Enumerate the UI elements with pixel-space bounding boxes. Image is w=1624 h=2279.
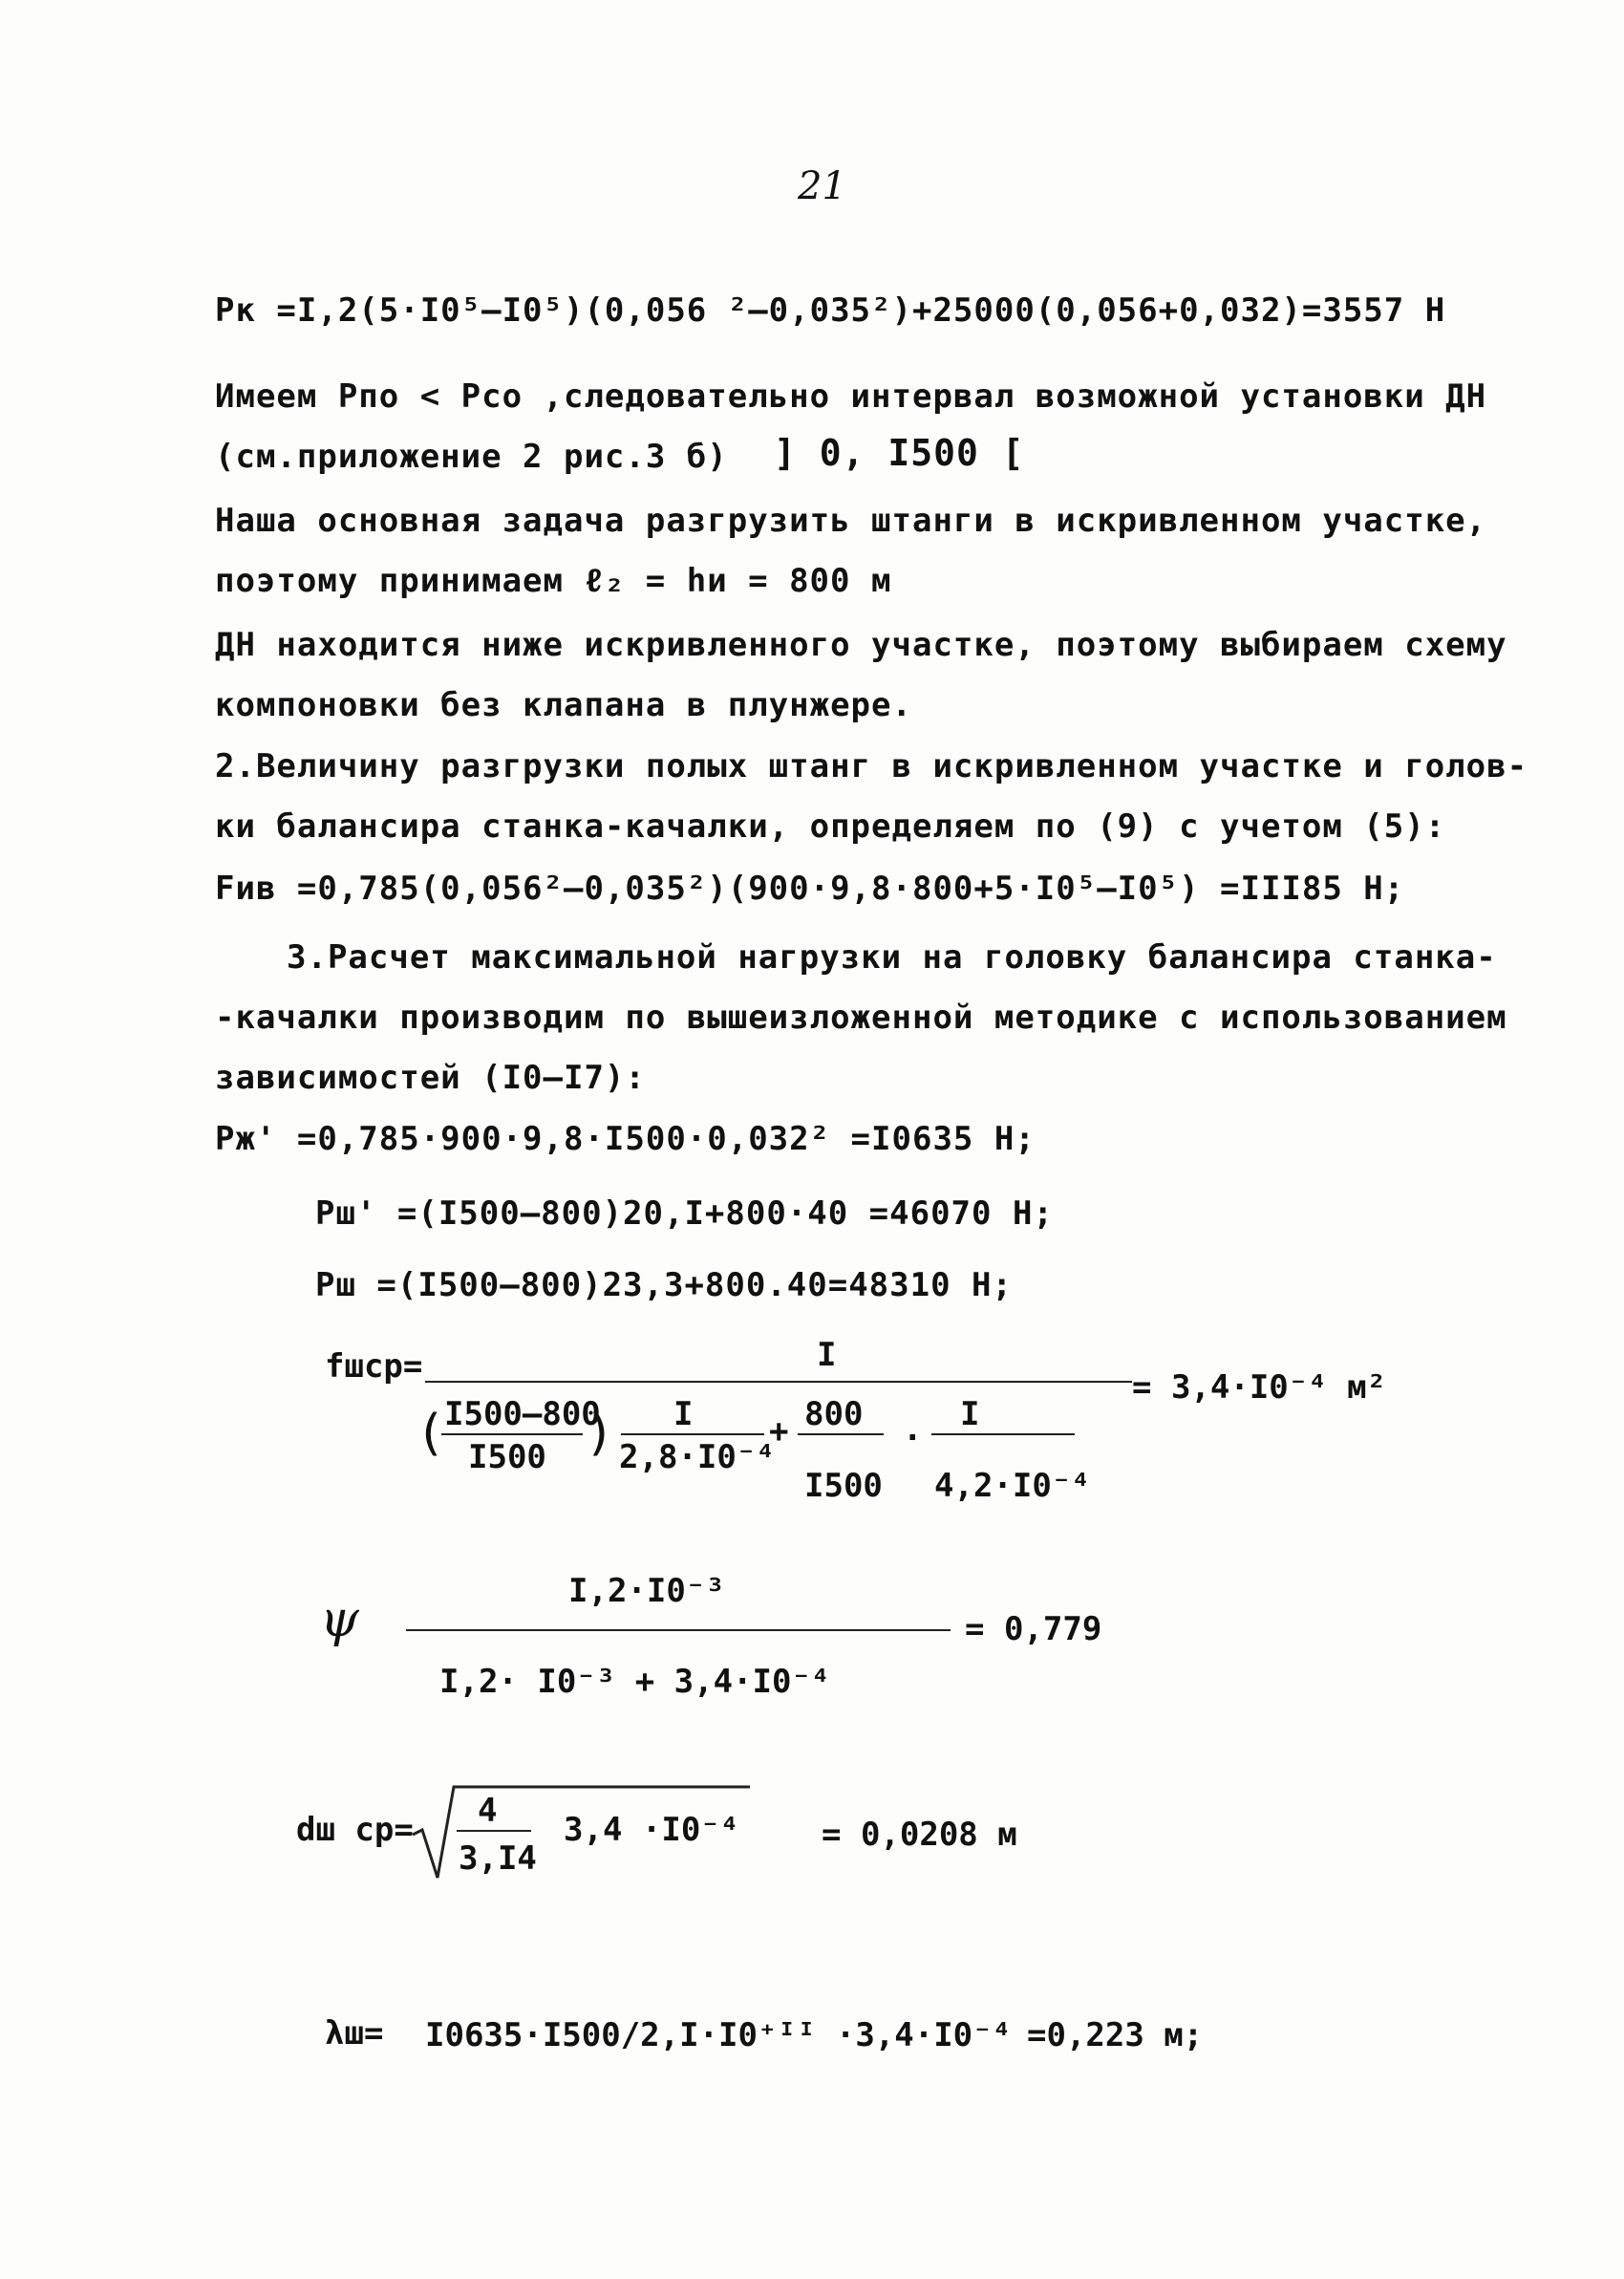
lambda-lhs: λш= xyxy=(325,2014,384,2053)
psi-lhs: ψ xyxy=(320,1591,359,1648)
paragraph-line-6: ДН находится ниже искривленного участке, поэтому выбираем схему xyxy=(215,626,1507,664)
f-plus: + xyxy=(769,1412,789,1451)
psi-numerator: I,2·I0⁻³ xyxy=(568,1572,725,1610)
paragraph-line-2: Имеем Pпо < Pсо ,следовательно интервал возможной установки ДН xyxy=(215,377,1487,416)
lambda-expression: I0635·I500/2,I·I0⁺ᴵᴵ ·3,4·I0⁻⁴ xyxy=(425,2016,1013,2054)
d-frac-den: 3,I4 xyxy=(459,1839,537,1878)
formula-psh-prime: Pш' =(I500–800)20,I+800·40 =46070 Н; xyxy=(315,1194,1054,1233)
f-lhs: fшср= xyxy=(325,1347,423,1386)
f-d4-bar xyxy=(931,1433,1075,1435)
f-paren-open: ( xyxy=(416,1405,446,1462)
page-number: 21 xyxy=(798,164,846,208)
paragraph-line-5: поэтому принимаем ℓ₂ = hи = 800 м xyxy=(215,562,892,600)
paragraph-line-11: 3.Расчет максимальной нагрузки на головку балансира станка- xyxy=(287,938,1497,977)
f-main-fraction-bar xyxy=(425,1381,1132,1383)
d-result: = 0,0208 м xyxy=(822,1816,1017,1854)
paragraph-line-4: Наша основная задача разгрузить штанги в искривленном участке, xyxy=(215,502,1487,540)
f-d2-bar xyxy=(621,1433,764,1435)
psi-fraction-bar xyxy=(406,1629,951,1631)
f-paren-close: ) xyxy=(585,1405,615,1462)
interval-value: ] 0, I500 [ xyxy=(774,432,1025,474)
f-dot: · xyxy=(903,1419,923,1457)
paragraph-line-8: 2.Величину разгрузки полых штанг в искривленном участке и голов- xyxy=(215,747,1528,785)
formula-psh: Pш =(I500–800)23,3+800.40=48310 Н; xyxy=(315,1266,1013,1304)
f-d3-bar xyxy=(798,1433,884,1435)
f-d2-den: 2,8·I0⁻⁴ xyxy=(619,1438,776,1476)
formula-pzh: Pж' =0,785·900·9,8·I500·0,032² =I0635 Н; xyxy=(215,1120,1036,1158)
d-frac-bar xyxy=(457,1830,531,1832)
psi-denominator: I,2· I0⁻³ + 3,4·I0⁻⁴ xyxy=(439,1663,831,1701)
f-d4-den: 4,2·I0⁻⁴ xyxy=(934,1467,1091,1505)
f-numerator: I xyxy=(817,1336,837,1374)
f-result: = 3,4·I0⁻⁴ м² xyxy=(1132,1368,1387,1407)
f-d1-num: I500–800 xyxy=(444,1395,601,1433)
f-d1-den: I500 xyxy=(468,1438,546,1476)
formula-fiv: Fив =0,785(0,056²–0,035²)(900·9,8·800+5·I0⁵–I0⁵) =III85 Н; xyxy=(215,870,1405,908)
paragraph-line-3: (см.приложение 2 рис.3 б) xyxy=(215,438,728,476)
d-rad-rest: 3,4 ·I0⁻⁴ xyxy=(564,1811,740,1849)
psi-result: = 0,779 xyxy=(965,1610,1102,1648)
formula-pk: Pк =I,2(5·I0⁵–I0⁵)(0,056 ²–0,035²)+25000(0,056+0,032)=3557 Н xyxy=(215,291,1446,330)
f-d2-num: I xyxy=(673,1395,694,1433)
paragraph-line-9: ки балансира станка-качалки, определяем по (9) с учетом (5): xyxy=(215,807,1446,846)
f-d4-num: I xyxy=(960,1395,980,1433)
f-d1-bar xyxy=(441,1433,583,1435)
d-frac-num: 4 xyxy=(478,1792,498,1830)
paragraph-line-13: зависимостей (I0–I7): xyxy=(215,1059,646,1097)
paragraph-line-12: -качалки производим по вышеизложенной методике с использованием xyxy=(215,999,1507,1037)
d-lhs: dш ср= xyxy=(296,1811,414,1849)
paragraph-line-7: компоновки без клапана в плунжере. xyxy=(215,686,912,724)
f-d3-den: I500 xyxy=(804,1467,883,1505)
lambda-result: =0,223 м; xyxy=(1027,2016,1204,2054)
f-d3-num: 800 xyxy=(804,1395,864,1433)
